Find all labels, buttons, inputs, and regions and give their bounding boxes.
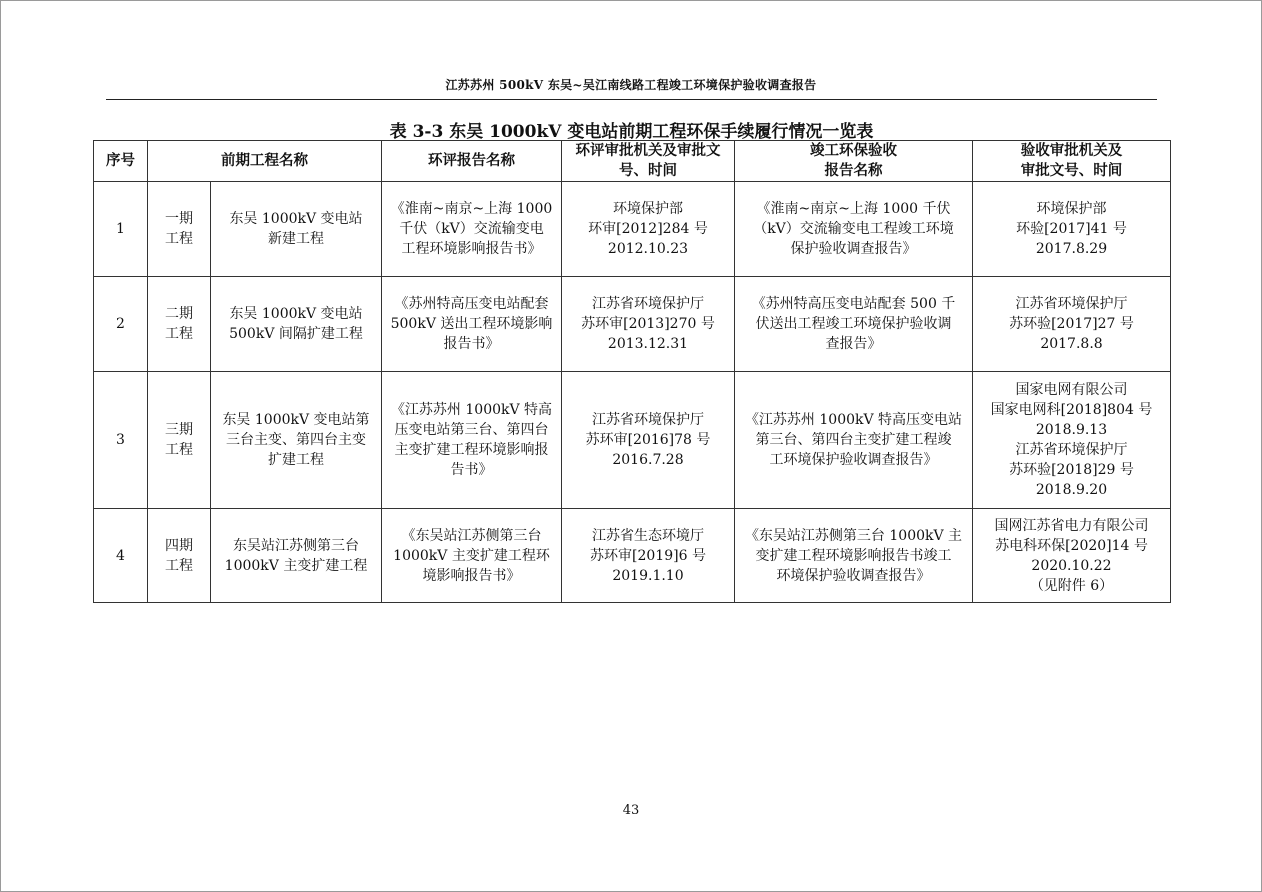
cell-line: 《东吴站江苏侧第三台 bbox=[401, 527, 542, 544]
cell-line: 一期 bbox=[165, 211, 193, 227]
cell-line: 四期 bbox=[165, 537, 193, 554]
cell-line: 2018.9.13 bbox=[1035, 422, 1108, 438]
cell-line: 报告书》 bbox=[443, 336, 500, 352]
cell-acceptance-approval bbox=[973, 509, 1171, 603]
cell-acceptance-approval bbox=[973, 182, 1171, 277]
cell-phase bbox=[148, 182, 211, 277]
header-eia-report bbox=[382, 141, 562, 182]
cell-line: 压变电站第三台、第四台 bbox=[394, 422, 549, 438]
cell-line: 东吴 1000kV 变电站 bbox=[229, 306, 363, 322]
cell-seq: 2 bbox=[94, 277, 148, 372]
cell-line: 新建工程 bbox=[268, 231, 324, 247]
cell-seq: 3 bbox=[94, 372, 148, 509]
cell-line: 2016.7.28 bbox=[612, 452, 684, 468]
cell-line: 江苏省环境保护厅 bbox=[1015, 296, 1128, 312]
cell-line: 第三台、第四台主变扩建工程竣 bbox=[755, 432, 952, 448]
cell-eia-report bbox=[382, 372, 562, 509]
cell-acceptance-report bbox=[735, 182, 973, 277]
header-seq: 序号 bbox=[94, 141, 148, 182]
cell-line: 伏送出工程竣工环境保护验收调 bbox=[755, 316, 952, 332]
cell-line: 境影响报告书》 bbox=[422, 567, 521, 584]
approval-table bbox=[93, 140, 1171, 603]
cell-line: 工程 bbox=[165, 231, 193, 247]
cell-line: 江苏省生态环境厅 bbox=[592, 527, 704, 544]
cell-line: 江苏省环境保护厅 bbox=[1015, 442, 1128, 458]
cell-line: 东吴站江苏侧第三台 bbox=[233, 537, 359, 554]
cell-line: 环境保护验收调查报告》 bbox=[776, 567, 931, 584]
cell-line: 2020.10.22 bbox=[1031, 557, 1112, 574]
cell-line: 《苏州特高压变电站配套 500 千 bbox=[751, 296, 956, 312]
cell-line: 东吴 1000kV 变电站 bbox=[229, 211, 363, 227]
header-line: 环评报告名称 bbox=[428, 152, 515, 169]
cell-line: 工程 bbox=[165, 326, 193, 342]
cell-line: 工程环境影响报告书》 bbox=[401, 241, 542, 257]
cell-acceptance-report bbox=[735, 509, 973, 603]
cell-line: 东吴 1000kV 变电站第 bbox=[222, 412, 370, 428]
cell-line: 苏环审[2013]270 号 bbox=[581, 316, 715, 332]
header-line: 审批文号、时间 bbox=[1020, 162, 1123, 179]
cell-line: 1000kV 主变扩建工程环 bbox=[393, 547, 550, 564]
header-line: 环评审批机关及审批文 bbox=[575, 142, 721, 159]
cell-line: 国家电网有限公司 bbox=[1015, 382, 1128, 398]
cell-line: 500kV 送出工程环境影响 bbox=[390, 316, 553, 332]
cell-phase bbox=[148, 372, 211, 509]
table-row bbox=[94, 509, 1171, 603]
cell-line: （见附件 6） bbox=[1029, 577, 1114, 594]
cell-line: 千伏（kV）交流输变电 bbox=[399, 221, 544, 237]
cell-line: 2019.1.10 bbox=[612, 567, 684, 584]
cell-line: 主变扩建工程环境影响报 bbox=[394, 442, 549, 458]
cell-eia-approval bbox=[562, 277, 735, 372]
cell-phase bbox=[148, 277, 211, 372]
header-line: 报告名称 bbox=[824, 162, 883, 179]
table-row bbox=[94, 277, 1171, 372]
cell-eia-approval bbox=[562, 509, 735, 603]
cell-line: 国家电网科[2018]804 号 bbox=[990, 402, 1153, 418]
cell-line: 苏环验[2018]29 号 bbox=[1009, 462, 1134, 478]
cell-line: 工程 bbox=[165, 557, 193, 574]
cell-line: 1000kV 主变扩建工程 bbox=[224, 557, 368, 574]
header-line: 验收审批机关及 bbox=[1020, 142, 1123, 159]
cell-line: 三台主变、第四台主变 bbox=[226, 432, 366, 448]
cell-line: 环审[2012]284 号 bbox=[588, 221, 708, 237]
cell-line: 苏环审[2019]6 号 bbox=[590, 547, 706, 564]
page-number: 43 bbox=[622, 803, 640, 818]
cell-project-name bbox=[211, 372, 382, 509]
cell-line: 查报告》 bbox=[825, 336, 882, 352]
cell-acceptance-approval bbox=[973, 372, 1171, 509]
cell-line: （kV）交流输变电工程竣工环境 bbox=[753, 221, 954, 237]
header-acceptance-approval bbox=[973, 141, 1171, 182]
cell-line: 苏环验[2017]27 号 bbox=[1009, 316, 1134, 332]
cell-line: 2013.12.31 bbox=[607, 336, 689, 352]
cell-line: 《江苏苏州 1000kV 特高压变电站 bbox=[744, 412, 963, 428]
cell-phase bbox=[148, 509, 211, 603]
cell-line: 苏电科环保[2020]14 号 bbox=[995, 537, 1148, 554]
table-header-row bbox=[94, 141, 1171, 182]
cell-line: 告书》 bbox=[450, 462, 493, 478]
cell-line: 工程 bbox=[165, 442, 193, 458]
cell-seq: 4 bbox=[94, 509, 148, 603]
cell-eia-report bbox=[382, 182, 562, 277]
cell-project-name bbox=[211, 182, 382, 277]
cell-line: 江苏省环境保护厅 bbox=[592, 412, 704, 428]
cell-line: 2017.8.29 bbox=[1035, 241, 1108, 257]
header-rule bbox=[106, 99, 1157, 100]
cell-line: 《苏州特高压变电站配套 bbox=[394, 296, 549, 312]
cell-line: 国网江苏省电力有限公司 bbox=[994, 517, 1149, 534]
cell-eia-approval bbox=[562, 182, 735, 277]
cell-line: 三期 bbox=[165, 422, 193, 438]
cell-line: 环验[2017]41 号 bbox=[1016, 221, 1127, 237]
cell-line: 环境保护部 bbox=[613, 201, 683, 217]
cell-acceptance-report bbox=[735, 277, 973, 372]
cell-line: 二期 bbox=[165, 306, 193, 322]
cell-line: 苏环审[2016]78 号 bbox=[585, 432, 711, 448]
cell-project-name bbox=[211, 277, 382, 372]
cell-eia-report bbox=[382, 277, 562, 372]
cell-project-name bbox=[211, 509, 382, 603]
cell-line: 保护验收调查报告》 bbox=[790, 241, 917, 257]
table-row bbox=[94, 182, 1171, 277]
cell-seq: 1 bbox=[94, 182, 148, 277]
cell-line: 2018.9.20 bbox=[1035, 482, 1108, 498]
cell-line: 《江苏苏州 1000kV 特高 bbox=[390, 402, 553, 418]
table-row bbox=[94, 372, 1171, 509]
cell-line: 江苏省环境保护厅 bbox=[592, 296, 704, 312]
header-line: 竣工环保验收 bbox=[810, 142, 897, 159]
cell-line: 500kV 间隔扩建工程 bbox=[229, 326, 363, 342]
table-title: 表 3-3 东吴 1000kV 变电站前期工程环保手续履行情况一览表 bbox=[389, 122, 874, 142]
cell-line: 工环境保护验收调查报告》 bbox=[769, 452, 938, 468]
cell-eia-report bbox=[382, 509, 562, 603]
header-line: 号、时间 bbox=[619, 162, 677, 179]
header-acceptance-report bbox=[735, 141, 973, 182]
cell-line: 《淮南~南京~上海 1000 千伏 bbox=[756, 201, 951, 217]
cell-acceptance-approval bbox=[973, 277, 1171, 372]
cell-acceptance-report bbox=[735, 372, 973, 509]
cell-line: 扩建工程 bbox=[268, 452, 324, 468]
header-eia-approval bbox=[562, 141, 735, 182]
header-project-name: 前期工程名称 bbox=[148, 141, 382, 182]
running-header: 江苏苏州 500kV 东吴~吴江南线路工程竣工环境保护验收调查报告 bbox=[445, 78, 817, 92]
cell-line: 《东吴站江苏侧第三台 1000kV 主 bbox=[744, 527, 963, 544]
cell-line: 环境保护部 bbox=[1036, 201, 1107, 217]
cell-eia-approval bbox=[562, 372, 735, 509]
cell-line: 2017.8.8 bbox=[1040, 336, 1103, 352]
cell-line: 2012.10.23 bbox=[607, 241, 689, 257]
table-body bbox=[94, 182, 1171, 603]
cell-line: 变扩建工程环境影响报告书竣工 bbox=[755, 547, 952, 564]
cell-line: 《淮南~南京~上海 1000 bbox=[390, 201, 553, 217]
